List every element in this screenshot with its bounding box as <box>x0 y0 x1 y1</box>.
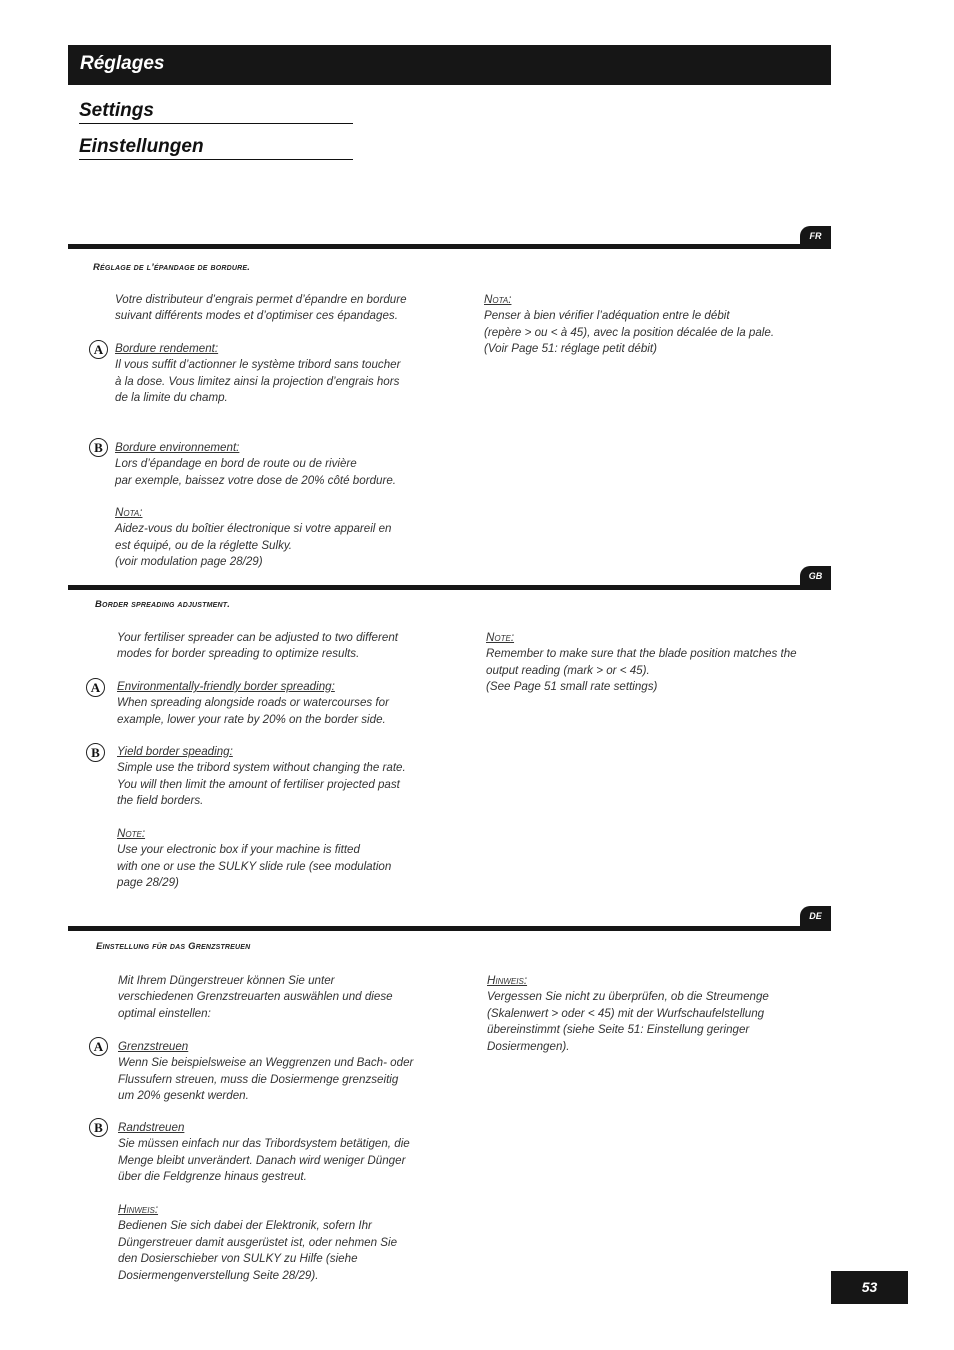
section-heading-gb: Border spreading adjustment. <box>95 599 231 610</box>
fr-item-b: Bordure environnement: Lors d’épandage en bord de route ou de rivière par exemple, baissez votre dose de 20% côté bordure. <box>115 441 396 487</box>
badge-a-gb: A <box>86 678 105 697</box>
gb-note: Note: Use your electronic box if your machine is fitted with one or use the SULKY slide rule (see modulation page 28/29) <box>117 827 392 890</box>
section-heading-de: Einstellung für das Grenzstreuen <box>96 941 251 952</box>
de-item-a: Grenzstreuen Wenn Sie beispielsweise an Weggrenzen und Bach- oder Flussufern streuen, muss die Dosiermenge grenzseitig um 20% gesenkt werden. <box>118 1040 414 1103</box>
fr-item-a: Bordure rendement: Il vous suffit d’actionner le système tribord sans toucher à la dose. Vous limitez ainsi la projection d’engrais hors de la limite du champ. <box>115 342 401 405</box>
badge-a-de: A <box>89 1037 108 1056</box>
badge-b-de: B <box>89 1118 108 1137</box>
badge-b-gb: B <box>86 743 105 762</box>
tab-fr: FR <box>800 226 831 246</box>
section-rule-fr <box>68 244 831 249</box>
subtitle-einstellungen: Einstellungen <box>79 136 353 160</box>
gb-intro: Your fertiliser spreader can be adjusted to two different modes for border spreading to optimize results. <box>117 631 398 661</box>
tab-de: DE <box>800 906 831 926</box>
fr-right-note: Nota: Penser à bien vérifier l’adéquation entre le débit (repère > ou < à 45), avec la position décalée de la pale. (Voir Page 51: réglage petit débit) <box>484 293 775 356</box>
gb-item-a: Environmentally-friendly border spreading: When spreading alongside roads or watercourses for example, lower your rate by 20% on the border side. <box>117 680 389 726</box>
page-title: Réglages <box>80 53 165 74</box>
section-heading-fr: Réglage de l’épandage de bordure. <box>93 262 251 273</box>
title-bar <box>68 45 831 85</box>
de-note: Hinweis: Bedienen Sie sich dabei der Elektronik, sofern Ihr Düngerstreuer damit ausgerüstet ist, oder nehmen Sie den Dosierschieber von SULKY zu Hilfe (siehe Dosiermengenverstellung Seite 28/29). <box>118 1203 398 1282</box>
tab-gb: GB <box>800 566 831 586</box>
subtitle-settings: Settings <box>79 100 353 124</box>
fr-note: Nota: Aidez-vous du boîtier électronique si votre appareil en est équipé, ou de la réglette Sulky. (voir modulation page 28/29) <box>115 506 392 569</box>
section-rule-de <box>68 926 831 931</box>
section-rule-gb <box>68 585 831 590</box>
fr-intro: Votre distributeur d’engrais permet d’épandre en bordure suivant différents modes et d’optimiser ces épandages. <box>115 293 407 323</box>
badge-a-fr: A <box>89 340 108 359</box>
de-item-b: Randstreuen Sie müssen einfach nur das Tribordsystem betätigen, die Menge bleibt unverändert. Danach wird weniger Dünger über die Feldgrenze hinaus gestreut. <box>118 1121 410 1184</box>
badge-b-fr: B <box>89 438 108 457</box>
de-intro: Mit Ihrem Düngerstreuer können Sie unter verschiedenen Grenzstreuarten auswählen und diese optimal einstellen: <box>118 974 393 1020</box>
gb-right-note: Note: Remember to make sure that the blade position matches the output reading (mark > or < 45). (See Page 51 small rate settings) <box>486 631 797 694</box>
page-number: 53 <box>831 1271 908 1304</box>
de-right-note: Hinweis: Vergessen Sie nicht zu überprüfen, ob die Streumenge (Skalenwert > oder < 45) mit der Wurfschaufelstellung übereinstimmt (siehe Seite 51: Einstellung geringer Dosiermengen). <box>487 974 769 1053</box>
gb-item-b: Yield border speading: Simple use the tribord system without changing the rate. You will then limit the amount of fertiliser projected past the field borders. <box>117 745 406 808</box>
